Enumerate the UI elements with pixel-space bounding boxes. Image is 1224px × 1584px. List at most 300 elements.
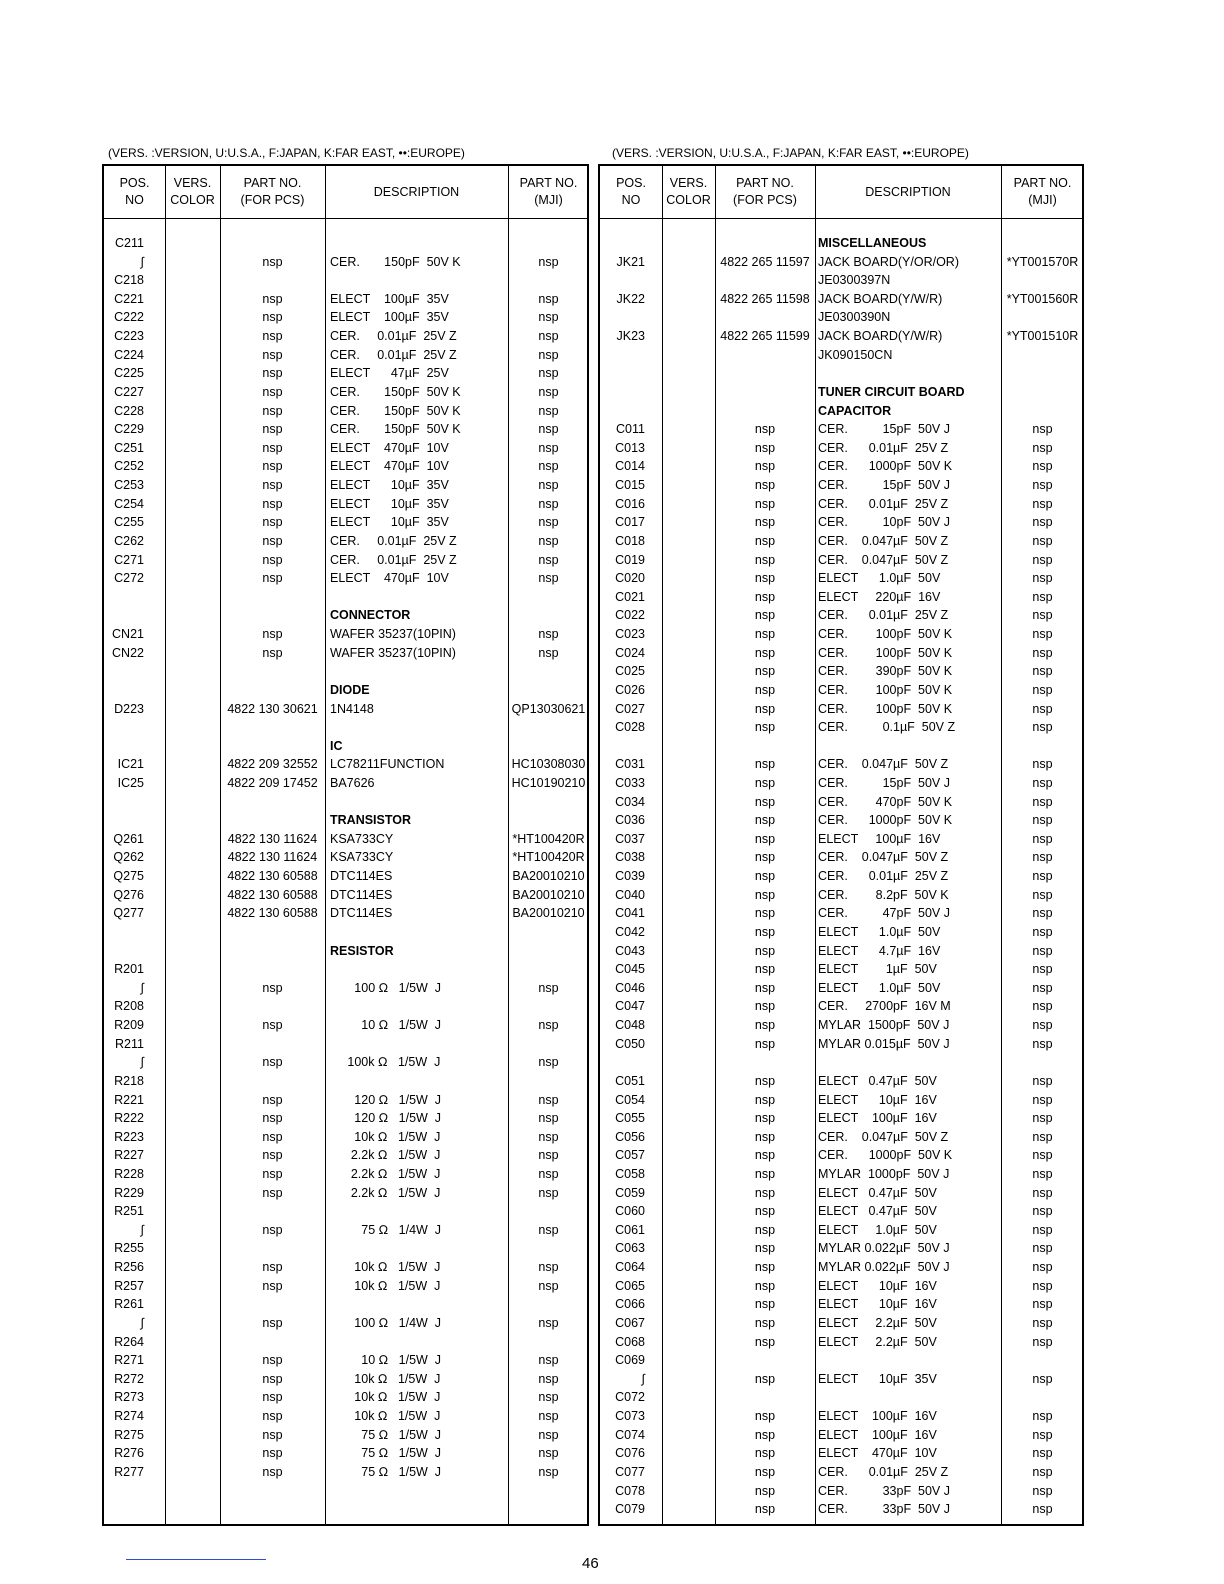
cell-desc: 120 Ω 1/5W J [330,1092,442,1107]
cell-pcs: nsp [262,384,283,399]
cell-pcs: nsp [262,1409,283,1424]
cell-pos: C039 [615,869,645,884]
cell-pcs: nsp [262,515,283,530]
cell-mji: nsp [1032,775,1053,790]
cell-pcs: nsp [754,645,776,660]
table-row [104,290,587,308]
cell-desc: ELECT 220µF 16V [818,589,941,604]
table-row [104,1165,587,1183]
cell-pcs: nsp [754,1241,776,1256]
cell-pos: R229 [114,1185,144,1200]
table-row [600,1277,1082,1295]
cell-pcs: nsp [754,869,776,884]
cell-desc: DTC114ES [330,906,393,921]
cell-pcs: nsp [262,1018,283,1033]
cell-mji: nsp [538,515,559,530]
table-row [600,588,1082,606]
cell-mji: nsp [1032,440,1053,455]
cell-pos: R221 [114,1092,144,1107]
cell-pcs: nsp [754,1446,776,1461]
table-row [104,383,587,401]
table-row [104,253,587,271]
header-rule [600,218,1082,219]
cell-mji: BA20010210 [512,869,585,884]
column-header-vers: VERS. COLOR [170,176,215,207]
cell-desc: MYLAR 1000pF 50V J [818,1167,950,1181]
table-row [600,1072,1082,1090]
cell-pcs: nsp [262,1315,283,1330]
cell-mji: nsp [538,533,559,548]
cell-desc: ELECT 0.47µF 50V [818,1073,937,1088]
table-row [600,271,1082,289]
cell-mji: nsp [538,459,559,474]
cell-mji: nsp [1032,1222,1053,1237]
table-row [104,346,587,364]
cell-pcs: nsp [262,1353,283,1368]
cell-pos: R255 [114,1241,144,1256]
cell-mji: nsp [1032,1315,1053,1330]
cell-mji: nsp [538,1111,559,1126]
cell-pos: R275 [114,1427,144,1442]
cell-pos: C066 [615,1297,645,1312]
cell-pcs: nsp [262,1167,283,1181]
table-row [104,1370,587,1388]
cell-pos: C021 [615,589,645,604]
cell-pos: C061 [615,1222,645,1237]
cell-pos: ∫ [140,1055,144,1070]
cell-pcs: 4822 265 11597 [720,254,810,269]
cell-pos: C023 [615,627,645,642]
cell-desc: CER. 100pF 50V K [818,645,953,660]
table-row [600,625,1082,643]
cell-pcs: nsp [754,943,776,958]
cell-pcs: 4822 265 11598 [720,291,810,306]
cell-mji: nsp [1032,1018,1053,1033]
cell-pcs: nsp [262,347,283,362]
cell-mji: nsp [1032,850,1053,865]
cell-mji: nsp [1032,1464,1053,1479]
cell-desc: KSA733CY [330,831,394,846]
cell-mji: nsp [1032,924,1053,939]
cell-mji: nsp [538,1278,559,1293]
cell-desc: 1N4148 [330,701,374,716]
cell-mji: HC10308030 [511,757,586,772]
table-row [104,904,587,922]
cell-pcs: nsp [262,459,283,474]
cell-desc: CER. 100pF 50V K [818,682,953,697]
cell-pcs: nsp [262,403,283,418]
cell-pos: C033 [615,775,645,790]
table-row [104,271,587,289]
section-heading: TRANSISTOR [330,813,412,828]
cell-desc: MYLAR 0.022µF 50V J [818,1260,950,1275]
cell-desc: DTC114ES [330,887,393,902]
table-row [600,308,1082,326]
cell-pos: C254 [114,496,144,511]
cell-pcs: nsp [754,552,776,567]
cell-pcs: nsp [754,1129,776,1144]
cell-pos: C251 [114,440,144,455]
cell-pos: C013 [615,440,645,455]
cell-pos: R276 [114,1446,144,1461]
table-row [104,997,587,1015]
cell-pcs: nsp [754,999,776,1014]
cell-mji: nsp [538,403,559,418]
cell-pos: C262 [114,533,144,548]
cell-pcs: nsp [262,980,283,995]
cell-mji: nsp [1032,962,1053,977]
cell-mji: nsp [538,1167,559,1181]
cell-pcs: nsp [262,254,283,269]
cell-pcs: nsp [262,422,283,437]
cell-pcs: nsp [754,701,776,716]
cell-pos: C069 [615,1353,645,1368]
table-row [600,513,1082,531]
cell-pos: R261 [114,1297,144,1312]
table-row [600,942,1082,960]
table-row [104,1184,587,1202]
cell-pcs: nsp [262,645,283,660]
cell-mji: nsp [538,1260,559,1275]
cell-pos: C041 [615,906,645,921]
cell-pos: R201 [114,962,144,977]
table-row [600,457,1082,475]
cell-pcs: 4822 130 60588 [227,887,318,902]
cell-desc: CER. 0.1µF 50V Z [818,720,956,735]
cell-pos: Q261 [113,831,144,846]
table-row [600,1444,1082,1462]
cell-desc: CER. 0.047µF 50V Z [818,850,949,865]
cell-mji: nsp [538,347,559,362]
table-row [600,1463,1082,1481]
cell-desc: ELECT 1.0µF 50V [818,571,941,586]
cell-desc: ELECT 2.2µF 50V [818,1315,937,1330]
cell-mji: nsp [1032,1483,1053,1498]
cell-pcs: nsp [262,1446,283,1461]
table-row [600,1239,1082,1257]
cell-pos: C224 [114,347,144,362]
cell-desc: WAFER 35237(10PIN) [330,645,456,660]
cell-desc: ELECT 100µF 35V [330,291,449,306]
table-row [104,848,587,866]
cell-mji: nsp [1032,571,1053,586]
cell-pcs: nsp [754,1018,776,1033]
table-row [104,1202,587,1220]
table-row [600,327,1082,345]
cell-mji: nsp [1032,831,1053,846]
table-row [600,1333,1082,1351]
cell-desc: CER. 0.047µF 50V Z [818,1129,949,1144]
cell-mji: nsp [1032,1092,1053,1107]
table-row [104,811,587,829]
cell-mji: nsp [1032,1427,1053,1442]
cell-desc: CER. 0.01µF 25V Z [330,329,457,344]
cell-pcs: nsp [754,1334,776,1349]
table-row [104,1091,587,1109]
table-row [600,960,1082,978]
cell-mji: nsp [1032,1371,1053,1386]
table-row [104,1295,587,1313]
table-row [600,848,1082,866]
table-row [104,979,587,997]
cell-pos: C253 [114,478,144,493]
cell-pcs: nsp [262,627,283,642]
cell-pos: C229 [114,422,144,437]
table-row [600,346,1082,364]
cell-pcs: nsp [754,608,776,623]
table-row [600,979,1082,997]
cell-mji: nsp [538,980,559,995]
table-row [104,1407,587,1425]
table-row [104,1239,587,1257]
cell-mji: *YT001560R [1006,291,1079,306]
cell-desc: 100k Ω 1/5W J [330,1055,441,1070]
table-row [600,1128,1082,1146]
cell-mji: nsp [538,1315,559,1330]
table-row [600,681,1082,699]
cell-desc: CER. 150pF 50V K [330,403,461,418]
legend-left: (VERS. :VERSION, U:U.S.A., F:JAPAN, K:FAR EAST, ••:EUROPE) [108,146,465,160]
cell-pos: IC25 [117,775,144,790]
cell-mji: nsp [1032,943,1053,958]
cell-desc: CER. 0.01µF 25V Z [330,552,457,567]
cell-pcs: nsp [262,552,283,567]
table-row [104,737,587,755]
table-row [600,904,1082,922]
cell-desc: 10 Ω 1/5W J [330,1353,442,1368]
column-header-pos: POS. NO [616,176,646,207]
cell-pcs: nsp [754,664,776,679]
section-heading: MISCELLANEOUS [818,236,927,250]
cell-pcs: nsp [754,1204,776,1219]
table-row [600,1165,1082,1183]
table-row [104,457,587,475]
table-row [600,253,1082,271]
cell-pos: R209 [114,1018,144,1033]
cell-desc: CER. 33pF 50V J [818,1483,950,1498]
table-row [600,830,1082,848]
cell-desc: ELECT 470µF 10V [330,440,449,455]
cell-desc: ELECT 10µF 16V [818,1278,937,1293]
cell-mji: nsp [1032,980,1053,995]
table-row [600,1146,1082,1164]
table-row [104,1146,587,1164]
cell-mji: nsp [538,1148,559,1163]
cell-mji: nsp [538,1371,559,1386]
cell-pos: C055 [615,1111,645,1126]
cell-pcs: nsp [754,775,776,790]
cell-desc: ELECT 100µF 35V [330,310,449,325]
cell-pos: R273 [114,1390,144,1405]
table-row [600,439,1082,457]
cell-desc: 120 Ω 1/5W J [330,1111,442,1126]
cell-pcs: nsp [754,980,776,995]
cell-desc: CER. 470pF 50V K [818,794,953,809]
cell-pos: CN22 [112,645,144,660]
table-row [600,569,1082,587]
table-row [600,1184,1082,1202]
cell-mji: nsp [538,1222,559,1237]
cell-pos: R257 [114,1278,144,1293]
cell-desc: ELECT 10µF 35V [330,496,449,511]
cell-pos: R271 [114,1353,144,1368]
cell-mji: nsp [1032,720,1053,735]
table-row [600,700,1082,718]
cell-mji: nsp [538,1353,559,1368]
cell-pos: C015 [615,478,645,493]
cell-desc: 100 Ω 1/4W J [330,1315,442,1330]
cell-pcs: 4822 130 11624 [227,850,318,865]
table-row [104,1277,587,1295]
table-row [104,1333,587,1351]
cell-pcs: nsp [262,1371,283,1386]
cell-pcs: nsp [262,1427,283,1442]
cell-mji: nsp [1032,1129,1053,1144]
cell-pcs: nsp [754,1278,776,1293]
table-row [600,364,1082,382]
cell-pcs: nsp [262,1464,283,1479]
cell-desc: CER. 2700pF 16V M [818,999,951,1014]
cell-mji: nsp [538,1055,559,1070]
cell-pos: C011 [616,422,645,437]
cell-pos: R272 [114,1371,144,1386]
table-row [600,1407,1082,1425]
cell-mji: HC10190210 [511,775,586,790]
cell-pcs: nsp [754,962,776,977]
cell-mji: nsp [1032,1297,1053,1312]
header-rule [104,218,587,219]
cell-mji: nsp [538,1427,559,1442]
parts-table-right [598,164,1084,1526]
cell-desc: ELECT 2.2µF 50V [818,1334,937,1349]
cell-mji: nsp [538,422,559,437]
table-row [104,532,587,550]
table-row [104,1444,587,1462]
cell-desc: ELECT 100µF 16V [818,1427,937,1442]
table-row [600,1482,1082,1500]
cell-pos: C255 [114,515,144,530]
table-row [600,737,1082,755]
cell-desc: ELECT 470µF 10V [330,459,449,474]
table-row [104,923,587,941]
cell-mji: nsp [1032,813,1053,828]
cell-desc: JACK BOARD(Y/OR/OR) [818,254,959,269]
cell-pos: C065 [615,1278,645,1293]
parts-table-left [102,164,589,1526]
cell-pos: JK22 [616,291,645,306]
table-row [104,569,587,587]
cell-pcs: nsp [262,571,283,586]
cell-pcs: 4822 130 60588 [227,869,318,884]
cell-mji: nsp [1032,999,1053,1014]
cell-pcs: nsp [754,1185,776,1200]
cell-pcs: nsp [754,422,776,437]
table-row [600,1109,1082,1127]
cell-mji: nsp [538,1446,559,1461]
cell-desc: CER. 15pF 50V J [818,775,950,790]
cell-pos: C046 [615,980,645,995]
cell-mji: nsp [538,1185,559,1200]
cell-desc: 75 Ω 1/5W J [330,1446,442,1461]
table-row [600,1035,1082,1053]
cell-pos: R227 [114,1148,144,1163]
table-row [104,551,587,569]
cell-mji: nsp [538,1018,559,1033]
cell-pcs: nsp [754,1409,776,1424]
cell-desc: 100 Ω 1/5W J [330,980,442,995]
cell-desc: ELECT 4.7µF 16V [818,943,941,958]
cell-pcs: nsp [754,1073,776,1088]
cell-mji: nsp [538,571,559,586]
cell-pos: C018 [615,533,645,548]
table-row [104,588,587,606]
table-row [600,811,1082,829]
cell-pcs: nsp [754,757,776,772]
cell-desc: CER. 390pF 50V K [818,664,953,679]
cell-desc: MYLAR 0.022µF 50V J [818,1241,950,1256]
cell-mji: nsp [1032,459,1053,474]
cell-desc: CER. 0.047µF 50V Z [818,552,949,567]
cell-desc: JK090150CN [818,347,893,362]
cell-mji: nsp [1032,1185,1053,1200]
cell-pcs: nsp [754,459,776,474]
table-row [600,755,1082,773]
cell-mji: nsp [1032,1167,1053,1181]
table-row [600,662,1082,680]
cell-pos: R274 [114,1409,144,1424]
cell-pcs: nsp [754,589,776,604]
cell-mji: nsp [1032,869,1053,884]
cell-pos: Q262 [113,850,144,865]
cell-desc: MYLAR 1500pF 50V J [818,1018,950,1033]
cell-desc: CER. 47pF 50V J [818,906,950,921]
table-row [104,793,587,811]
cell-pcs: nsp [754,720,776,735]
cell-pcs: nsp [754,1111,776,1126]
cell-pos: C026 [615,682,645,697]
cell-pcs: 4822 130 11624 [227,831,318,846]
cell-mji: BA20010210 [512,887,585,902]
cell-mji: *HT100420R [512,831,585,846]
table-row [104,774,587,792]
cell-pcs: 4822 209 32552 [227,757,318,772]
cell-mji: nsp [1032,1148,1053,1163]
cell-mji: nsp [1032,701,1053,716]
cell-mji: nsp [1032,533,1053,548]
table-row [600,1500,1082,1518]
cell-pos: C067 [615,1315,645,1330]
cell-pos: C211 [115,236,144,250]
cell-pcs: nsp [262,1278,283,1293]
cell-mji: nsp [538,1409,559,1424]
cell-pos: C038 [615,850,645,865]
cell-pcs: nsp [754,1502,776,1517]
table-row [104,1072,587,1090]
cell-mji: nsp [1032,1073,1053,1088]
table-row [104,420,587,438]
table-row [600,1202,1082,1220]
cell-desc: CER. 0.01µF 25V Z [330,347,457,362]
table-row [600,1053,1082,1071]
cell-mji: nsp [1032,1334,1053,1349]
cell-mji: nsp [538,291,559,306]
cell-desc: ELECT 47µF 25V [330,366,449,381]
cell-pos: JK21 [616,254,645,269]
cell-pos: C078 [615,1483,645,1498]
cell-pos: C043 [615,943,645,958]
cell-mji: nsp [1032,906,1053,921]
table-row [104,644,587,662]
